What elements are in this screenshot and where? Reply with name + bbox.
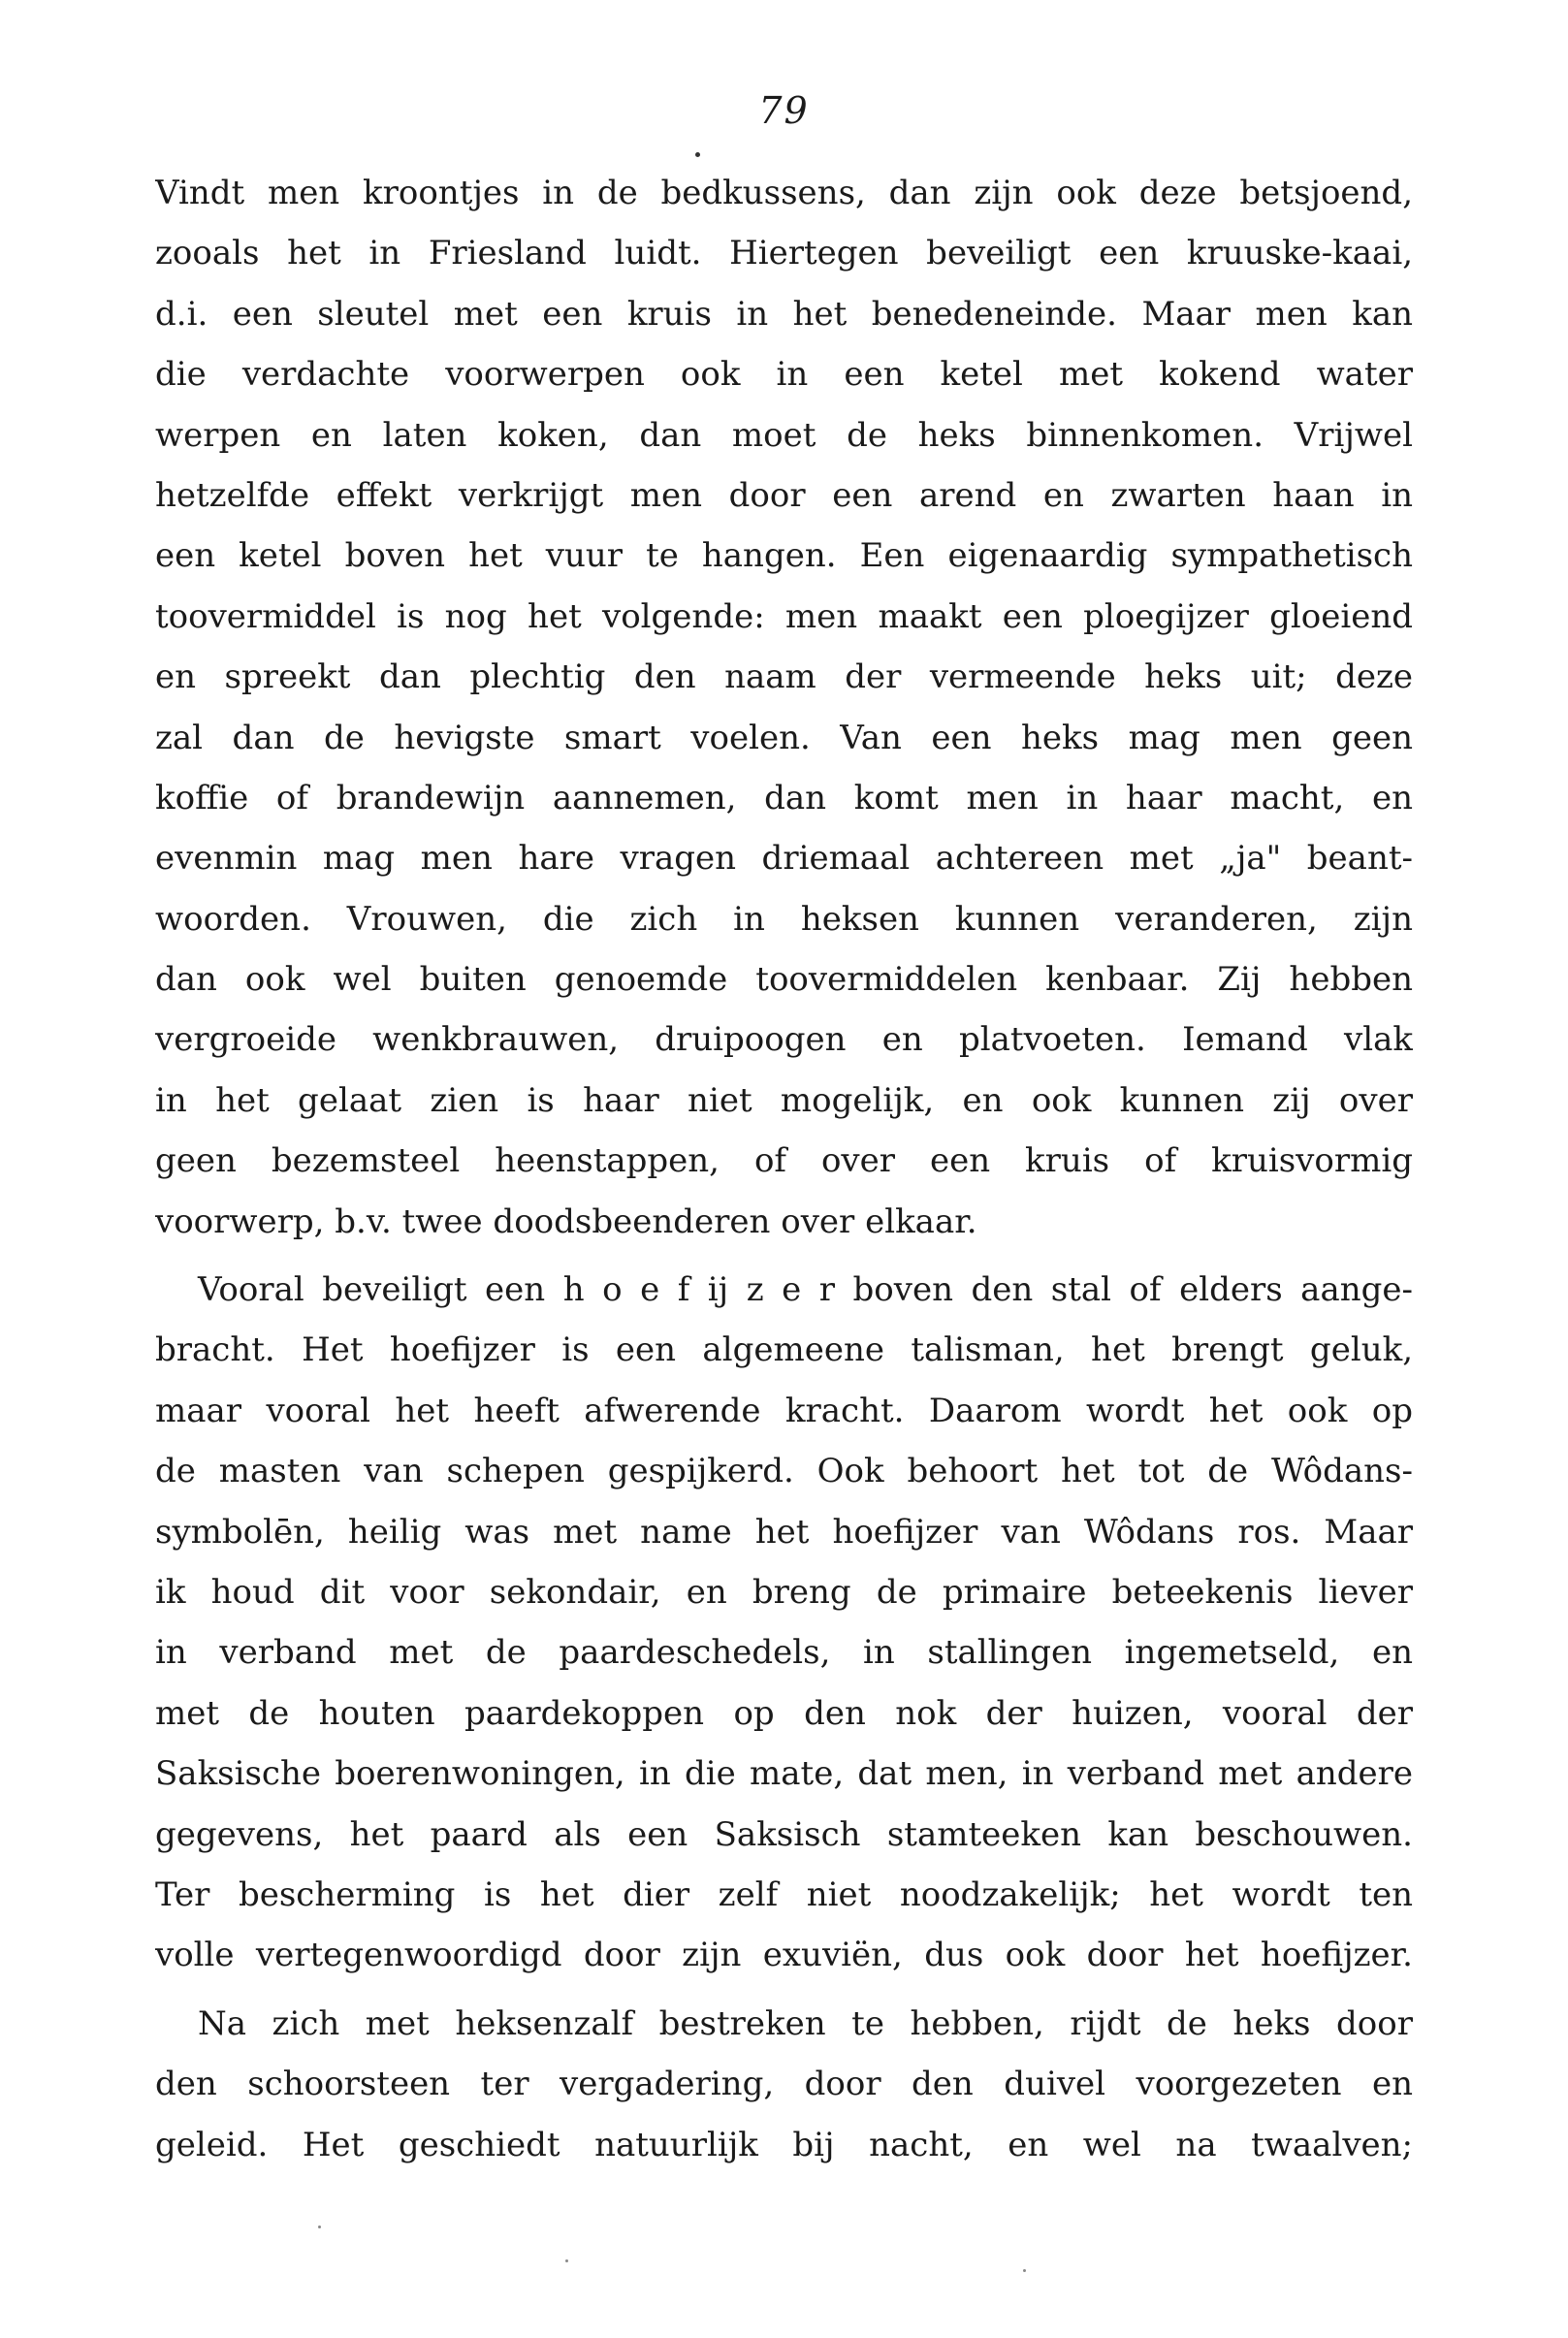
text-line: zal dan de hevigste smart voelen. Van een heks mag men geen (155, 718, 1413, 757)
text-line: in het gelaat zien is haar niet mogelijk, en ook kunnen zij over (155, 1080, 1413, 1120)
paragraph-gap (155, 1252, 1413, 1260)
paragraph (155, 1994, 1413, 2175)
text-line: Na zich met heksenzalf bestreken te hebben, rijdt de heks door (198, 2003, 1413, 2043)
paper-speck (318, 2226, 321, 2228)
text-line: woorden. Vrouwen, die zich in heksen kunnen veranderen, zijn (155, 899, 1413, 939)
text-line: Vooral beveiligt een h o e f ij z e r boven den stal of elders aange- (198, 1270, 1413, 1310)
paper-speck (1023, 2269, 1026, 2272)
text-line: volle vertegenwoordigd door zijn exuviën, dus ook door het hoefijzer. (155, 1936, 1413, 1975)
text-line: dan ook wel buiten genoemde toovermiddelen kenbaar. Zij hebben (155, 960, 1413, 1000)
text-line: toovermiddel is nog het volgende: men maakt een ploegijzer gloeiend (155, 596, 1413, 636)
text-line: in verband met de paardeschedels, in stallingen ingemetseld, en (155, 1633, 1413, 1673)
text-line: evenmin mag men hare vragen driemaal achtereen met „ja" beant- (155, 839, 1413, 879)
text-line: Ter bescherming is het dier zelf niet noodzakelijk; het wordt ten (155, 1874, 1413, 1914)
print-mark (695, 152, 700, 157)
text-line: Saksische boerenwoningen, in die mate, dat men, in verband met andere (155, 1754, 1413, 1794)
text-line: voorwerp, b.v. twee doodsbeenderen over elkaar. (155, 1201, 977, 1241)
text-line: die verdachte voorwerpen ook in een ketel met kokend water (155, 355, 1413, 395)
text-line: hetzelfde effekt verkrijgt men door een arend en zwarten haan in (155, 475, 1413, 515)
text-line: Vindt men kroontjes in de bedkussens, dan zijn ook deze betsjoend, (155, 174, 1413, 212)
paragraph (155, 163, 1413, 1252)
text-line: werpen en laten koken, dan moet de heks binnenkomen. Vrijwel (155, 415, 1413, 455)
text-line: met de houten paardekoppen op den nok der huizen, vooral der (155, 1693, 1413, 1733)
paragraph (155, 1260, 1413, 1986)
text-line: zooals het in Friesland luidt. Hiertegen beveiligt een kruuske-kaai, (155, 234, 1413, 273)
text-line: geleid. Het geschiedt natuurlijk bij nacht, en wel na twaalven; (155, 2125, 1413, 2164)
text-line: maar vooral het heeft afwerende kracht. Daarom wordt het ook op (155, 1391, 1413, 1430)
page-number: 79 (758, 89, 810, 132)
paper-speck (565, 2259, 568, 2262)
text-line: symbolēn, heilig was met name het hoefijzer van Wôdans ros. Maar (155, 1512, 1413, 1552)
text-line: bracht. Het hoefijzer is een algemeene talisman, het brengt geluk, (155, 1330, 1413, 1370)
text-line: en spreekt dan plechtig den naam der vermeende heks uit; deze (155, 657, 1413, 697)
text-line: een ketel boven het vuur te hangen. Een eigenaardig sympathetisch (155, 536, 1413, 576)
body-text (155, 163, 1413, 2175)
text-line: koffie of brandewijn aannemen, dan komt men in haar macht, en (155, 778, 1413, 817)
text-line: vergroeide wenkbrauwen, druipoogen en platvoeten. Iemand vlak (155, 1020, 1413, 1060)
text-line: de masten van schepen gespijkerd. Ook behoort het tot de Wôdans- (155, 1452, 1413, 1491)
text-line: ik houd dit voor sekondair, en breng de primaire beteekenis liever (155, 1572, 1413, 1612)
text-line: geen bezemsteel heenstappen, of over een kruis of kruisvormig (155, 1141, 1413, 1181)
text-line: gegevens, het paard als een Saksisch stamteeken kan beschouwen. (155, 1814, 1413, 1854)
text-line: d.i. een sleutel met een kruis in het benedeneinde. Maar men kan (155, 294, 1413, 334)
paragraph-gap (155, 1986, 1413, 1994)
text-line: den schoorsteen ter vergadering, door den duivel voorgezeten en (155, 2065, 1413, 2104)
